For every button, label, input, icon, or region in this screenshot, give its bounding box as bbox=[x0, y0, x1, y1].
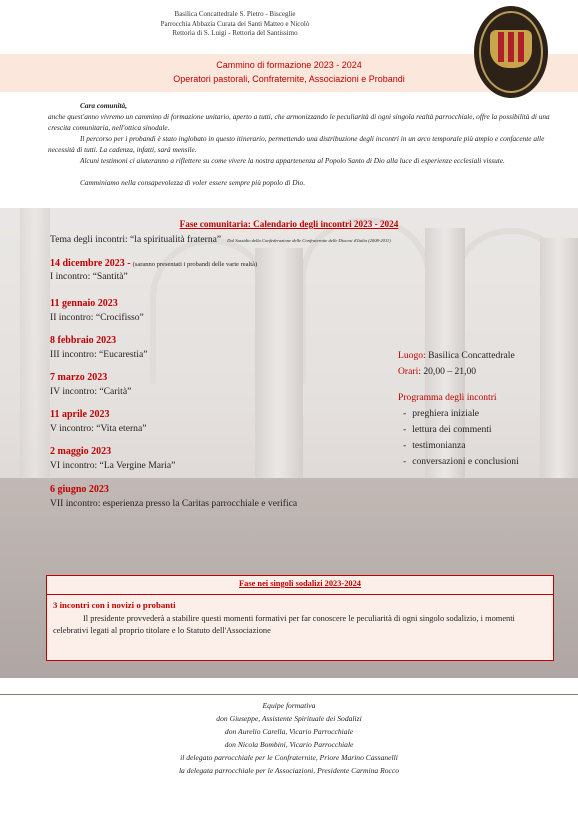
meeting-text: II incontro: “Crocifisso” bbox=[50, 312, 144, 323]
program-title: Programma degli incontri bbox=[398, 392, 497, 403]
intro-paragraph: Camminiamo nella consapevolezza di voler essere sempre più popolo di Dio. bbox=[80, 178, 306, 187]
meeting-text: VI incontro: “La Vergine Maria” bbox=[50, 460, 176, 471]
meeting-date: 14 dicembre 2023 - (saranno presentati i probandi delle varie realtà) bbox=[50, 258, 258, 269]
meeting-date: 2 maggio 2023 bbox=[50, 446, 112, 457]
page-title: Cammino di formazione 2023 - 2024 bbox=[216, 60, 362, 70]
topic-text: Tema degli incontri: “la spiritualità fraterna” bbox=[50, 234, 222, 245]
program-item: - conversazioni e conclusioni bbox=[403, 456, 519, 467]
meeting-date: 11 aprile 2023 bbox=[50, 409, 110, 420]
intro-paragraph: Alcuni testimoni ci aiuteranno a riflettere su come vivere la nostra appartenenza al Popolo Santo di Dio alla luce di esperienze ecclesiali vissute. bbox=[80, 156, 505, 165]
meeting-text: III incontro: “Eucarestia” bbox=[50, 349, 148, 360]
program-item: - preghiera iniziale bbox=[403, 408, 480, 419]
sodalizi-text: Il presidente provvederà a stabilire questi momenti formativi per far conoscere le peculiarità di ogni singolo sodalizio, i momenti celebrativi legati al proprio titolare e lo Statuto dell'Associazione bbox=[53, 614, 515, 635]
sodalizi-title: Fase nei singoli sodalizi 2023-2024 bbox=[239, 579, 361, 588]
meeting-date: 6 giugno 2023 bbox=[50, 484, 109, 495]
intro-greeting: Cara comunità, bbox=[80, 101, 128, 110]
footer-line: la delegata parrocchiale per le Associazioni, Presidente Carmina Rocco bbox=[178, 766, 400, 775]
sodalizi-subtitle: 3 incontri con i novizi o probanti bbox=[53, 600, 176, 610]
topic-line bbox=[50, 234, 391, 245]
footer-line: il delegato parrocchiale per le Confraternite, Priore Marino Cassanelli bbox=[180, 753, 398, 762]
intro-paragraph: Il percorso per i probandi è stato inglobato in questo itinerario, permettendo una distribuzione degli incontri in un arco temporale più ampio e confacente alle necessità di tutti. La cadenza, infatti, sarà mensile. bbox=[48, 134, 545, 154]
meeting-date: 7 marzo 2023 bbox=[50, 372, 108, 383]
sodalizi-box bbox=[46, 575, 554, 661]
intro-paragraph: anche quest'anno vivremo un cammino di formazione unitario, aperto a tutti, che armonizzando le peculiarità di ogni singola realtà parrocchiale, offre la possibilità di una crescita comunitaria, nell'ottica sinodale. bbox=[48, 112, 550, 132]
meeting-date: 11 gennaio 2023 bbox=[50, 298, 118, 309]
footer-divider bbox=[0, 694, 578, 695]
program-item: - testimonianza bbox=[403, 440, 466, 451]
page-subtitle: Operatori pastorali, Confraternite, Associazioni e Probandi bbox=[173, 74, 405, 84]
time-line: Orari: 20,00 – 21,00 bbox=[398, 366, 477, 377]
meeting-text: I incontro: “Santità” bbox=[50, 271, 128, 282]
meeting-text: V incontro: “Vita eterna” bbox=[50, 423, 147, 434]
program-item: - lettura dei commenti bbox=[403, 424, 492, 435]
meeting-text: VII incontro: esperienza presso la Caritas parrocchiale e verifica bbox=[50, 498, 298, 509]
header-line: Basilica Concattedrale S. Pietro - Bisceglie bbox=[174, 10, 296, 18]
meeting-text: IV incontro: “Carità” bbox=[50, 386, 132, 397]
footer-line: don Nicola Bombini, Vicario Parrocchiale bbox=[224, 740, 354, 749]
header-line: Rettoria di S. Luigi - Rettoria del Santissimo bbox=[172, 29, 298, 37]
footer-line: Equipe formativa bbox=[262, 701, 316, 710]
community-title: Fase comunitaria: Calendario degli incontri 2023 - 2024 bbox=[179, 219, 399, 229]
place-line: Luogo: Basilica Concattedrale bbox=[398, 350, 515, 361]
topic-note: Dal Sussidio della Confederazione delle Confraternite delle Diocesi d'Italia (2008-2011) bbox=[227, 238, 391, 243]
footer-line: don Aurelio Carella, Vicario Parrocchiale bbox=[224, 727, 354, 736]
footer-line: don Giuseppe, Assistente Spirituale dei Sodalizi bbox=[216, 714, 362, 723]
meeting-date: 8 febbraio 2023 bbox=[50, 335, 117, 346]
header-line: Parrocchia Abbazia Curata dei Santi Matteo e Nicolò bbox=[160, 19, 310, 28]
header-block bbox=[0, 10, 470, 39]
divider bbox=[47, 594, 553, 595]
parish-seal-logo bbox=[474, 6, 548, 98]
